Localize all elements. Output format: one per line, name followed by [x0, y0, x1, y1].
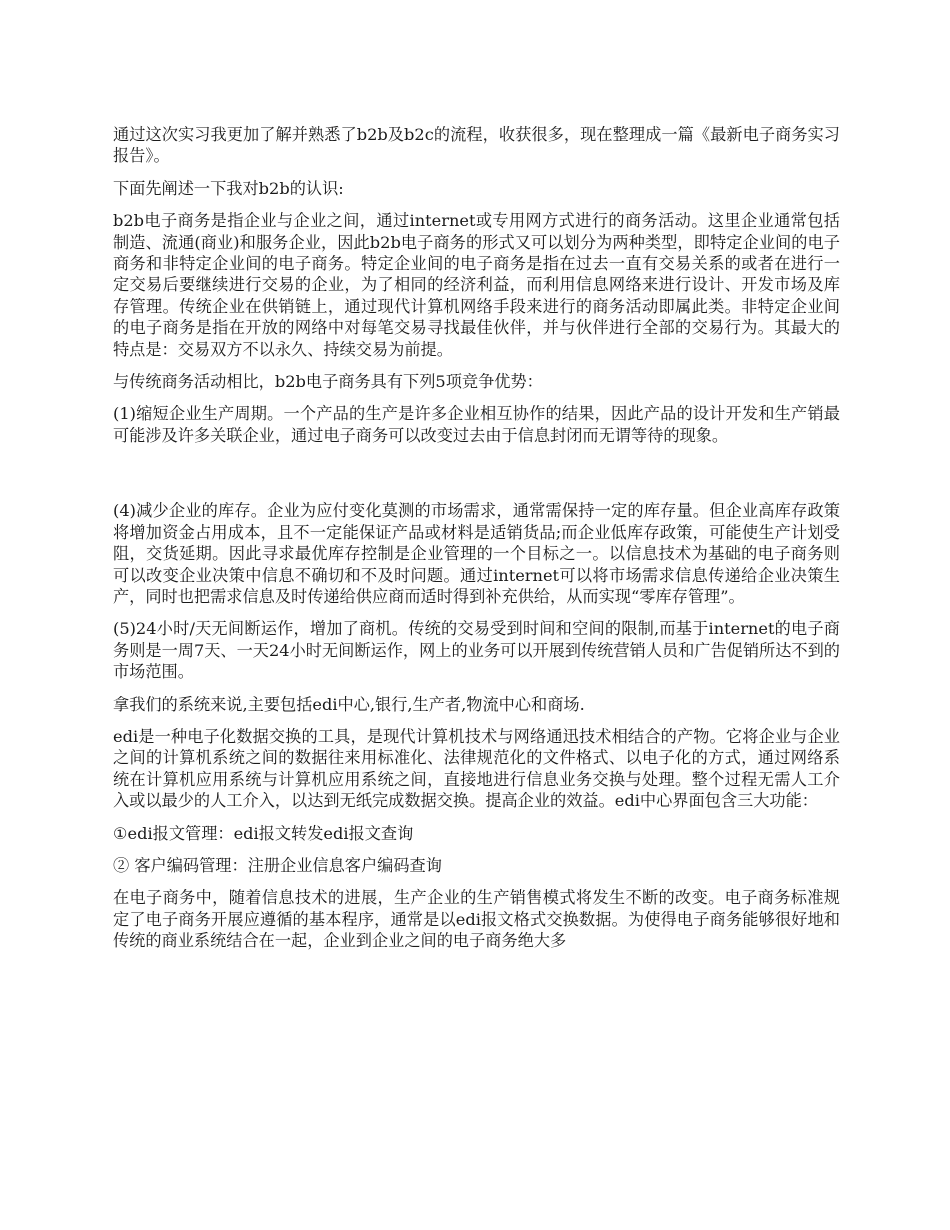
paragraph-system-overview: 拿我们的系统来说,主要包括edi中心,银行,生产者,物流中心和商场. — [113, 694, 585, 714]
paragraph-edi-function-1: ①edi报文管理：edi报文转发edi报文查询 — [113, 823, 414, 843]
paragraph-advantages-lead: 与传统商务活动相比，b2b电子商务具有下列5项竞争优势： — [113, 372, 543, 392]
paragraph-ecommerce-standards: 在电子商务中，随着信息技术的进展，生产企业的生产销售模式将发生不断的改变。电子商务标准规定了电子商务开展应遵循的基本程序，通常是以edi报文格式交换数据。为使得电子商务能够很好地和传统的商业系统结合在一起，企业到企业之间的电子商务绝大多 — [113, 888, 840, 951]
document-body — [113, 124, 840, 963]
paragraph-b2b-definition: b2b电子商务是指企业与企业之间，通过internet或专用网方式进行的商务活动。这里企业通常包括制造、流通(商业)和服务企业，因此b2b电子商务的形式又可以划分为两种类型，即特定企业间的电子商务和非特定企业间的电子商务。特定企业间的电子商务是指在过去一直有交易关系的或者在进行一定交易后要继续进行交易的企业，为了相同的经济利益，而利用信息网络来进行设计、开发市场及库存管理。传统企业在供销链上，通过现代计算机网络手段来进行的商务活动即属此类。非特定企业间的电子商务是指在开放的网络中对每笔交易寻找最佳伙伴，并与伙伴进行全部的交易行为。其最大的特点是：交易双方不以永久、持续交易为前提。 — [113, 211, 840, 359]
paragraph-advantage-4: (4)减少企业的库存。企业为应付变化莫测的市场需求，通常需保持一定的库存量。但企业高库存政策将增加资金占用成本，且不一定能保证产品或材料是适销货品;而企业低库存政策，可能使生产计划受阻，交货延期。因此寻求最优库存控制是企业管理的一个目标之一。以信息技术为基础的电子商务则可以改变企业决策中信息不确切和不及时问题。通过internet可以将市场需求信息传递给企业决策生产，同时也把需求信息及时传递给供应商而适时得到补充供给，从而实现“零库存管理”。 — [113, 501, 840, 606]
paragraph-edi-definition: edi是一种电子化数据交换的工具，是现代计算机技术与网络通迅技术相结合的产物。它将企业与企业之间的计算机系统之间的数据往来用标准化、法律规范化的文件格式、以电子化的方式，通过网络系统在计算机应用系统与计算机应用系统之间，直接地进行信息业务交换与处理。整个过程无需人工介入或以最少的人工介入，以达到无纸完成数据交换。提高企业的效益。edi中心界面包含三大功能： — [113, 726, 840, 811]
paragraph-advantage-5: (5)24小时/天无间断运作，增加了商机。传统的交易受到时间和空间的限制,而基于internet的电子商务则是一周7天、一天24小时无间断运作，网上的业务可以开展到传统营销人员和广告促销所达不到的市场范围。 — [113, 619, 840, 682]
paragraph-intro: 通过这次实习我更加了解并熟悉了b2b及b2c的流程，收获很多，现在整理成一篇《最新电子商务实习报告》。 — [113, 125, 840, 166]
paragraph-advantage-1: (1)缩短企业生产周期。一个产品的生产是许多企业相互协作的结果，因此产品的设计开发和生产销最可能涉及许多关联企业，通过电子商务可以改变过去由于信息封闭而无谓等待的现象。 — [113, 404, 840, 445]
paragraph-b2b-lead: 下面先阐述一下我对b2b的认识: — [113, 178, 344, 198]
paragraph-edi-function-2: ② 客户编码管理：注册企业信息客户编码查询 — [113, 855, 442, 875]
